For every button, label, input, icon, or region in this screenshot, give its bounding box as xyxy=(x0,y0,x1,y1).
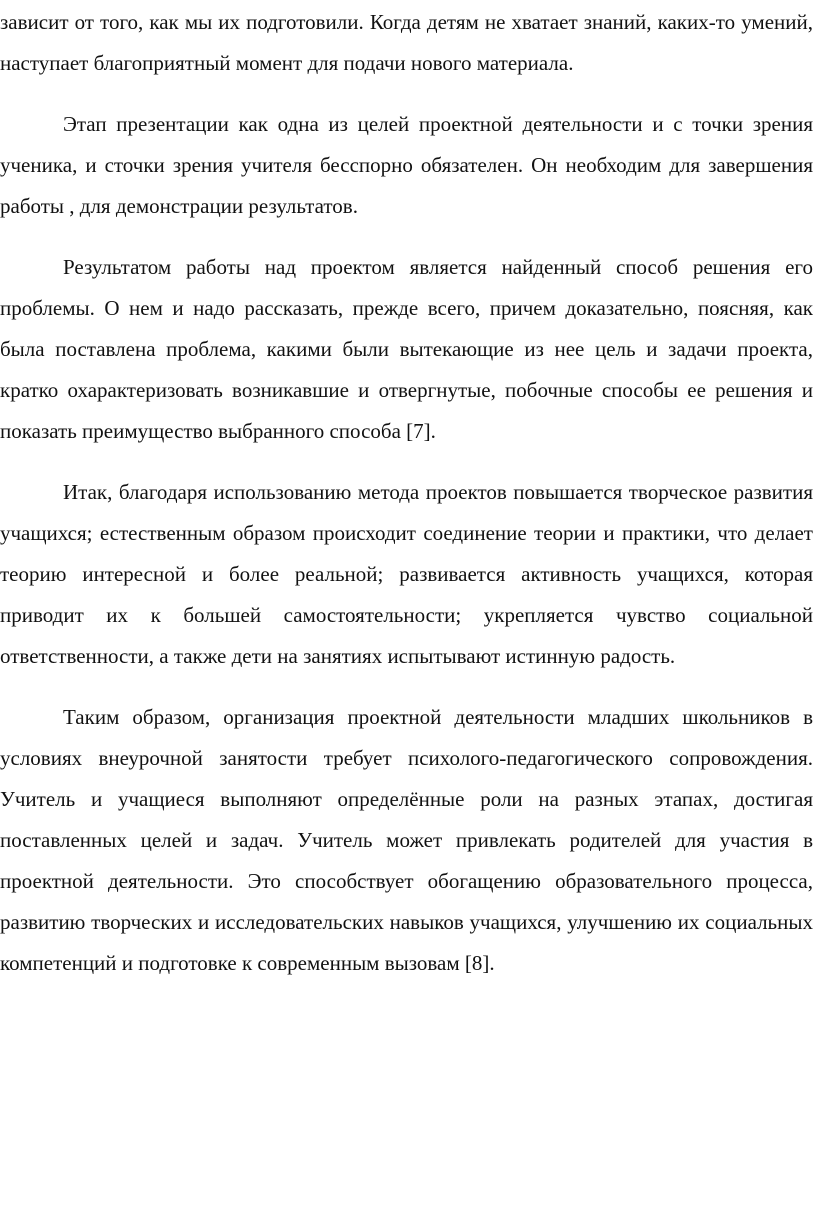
paragraph-continued: зависит от того, как мы их подготовили. Когда детям не хватает знаний, каких-то умений, наступает благоприятный момент для подачи нового материала. xyxy=(0,10,813,75)
paragraph-project-result: Результатом работы над проектом является найденный способ решения его проблемы. О нем и надо рассказать, прежде всего, причем доказательно, поясняя, как была поставлена проблема, какими были вытекающие из нее цель и задачи проекта, кратко охарактеризовать возникавшие и отвергнутые, побочные способы ее решения и показать преимущество выбранного способа [7]. xyxy=(0,255,813,443)
paragraph-presentation-stage: Этап презентации как одна из целей проектной деятельности и с точки зрения ученика, и сточки зрения учителя бесспорно обязателен. Он необходим для завершения работы , для демонстрации результатов. xyxy=(0,112,813,218)
document-body xyxy=(0,2,813,984)
paragraph-conclusion: Таким образом, организация проектной деятельности младших школьников в условиях внеурочной занятости требует психолого-педагогического сопровождения. Учитель и учащиеся выполняют определённые роли на разных этапах, достигая поставленных целей и задач. Учитель может привлекать родителей для участия в проектной деятельности. Это способствует обогащению образовательного процесса, развитию творческих и исследовательских навыков учащихся, улучшению их социальных компетенций и подготовке к современным вызовам [8]. xyxy=(0,705,813,975)
paragraph-project-method-benefits: Итак, благодаря использованию метода проектов повышается творческое развития учащихся; естественным образом происходит соединение теории и практики, что делает теорию интересной и более реальной; развивается активность учащихся, которая приводит их к большей самостоятельности; укрепляется чувство социальной ответственности, а также дети на занятиях испытывают истинную радость. xyxy=(0,480,813,668)
